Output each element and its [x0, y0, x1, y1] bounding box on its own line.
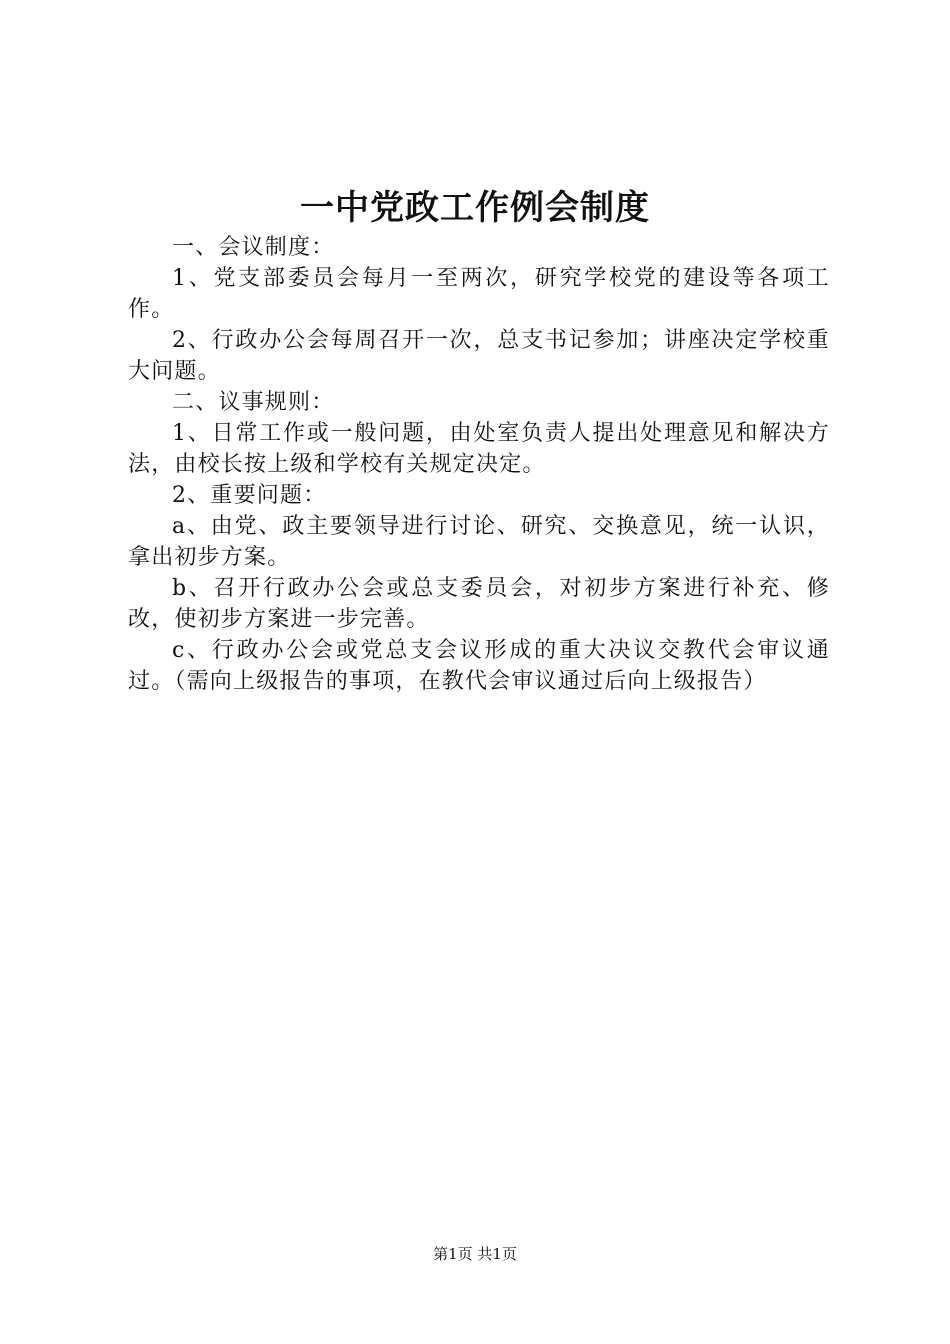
- paragraph-item-c: c、行政办公会或党总支会议形成的重大决议交教代会审议通过。（需向上级报告的事项，在教代会审议通过后向上级报告）: [128, 638, 830, 694]
- document-title: 一中党政工作例会制度: [300, 188, 650, 228]
- document-body: [128, 232, 830, 697]
- paragraph-party-branch-committee: 1、党支部委员会每月一至两次，研究学校党的建设等各项工作。: [128, 266, 830, 322]
- section-heading-meeting-system: 一、会议制度：: [172, 235, 335, 260]
- paragraph-item-a: a、由党、政主要领导进行讨论、研究、交换意见，统一认识，拿出初步方案。: [128, 514, 830, 570]
- page-footer: 第1页 共1页: [433, 1245, 517, 1263]
- paragraph-administrative-meeting: 2、行政办公会每周召开一次，总支书记参加；讲座决定学校重大问题。: [128, 328, 830, 384]
- paragraph-item-b: b、召开行政办公会或总支委员会，对初步方案进行补充、修改，使初步方案进一步完善。: [128, 576, 830, 632]
- paragraph-important-issues: 2、重要问题：: [172, 483, 327, 508]
- paragraph-daily-issues: 1、日常工作或一般问题，由处室负责人提出处理意见和解决方法，由校长按上级和学校有关规定决定。: [128, 421, 830, 477]
- section-heading-rules-of-procedure: 二、议事规则：: [172, 390, 335, 415]
